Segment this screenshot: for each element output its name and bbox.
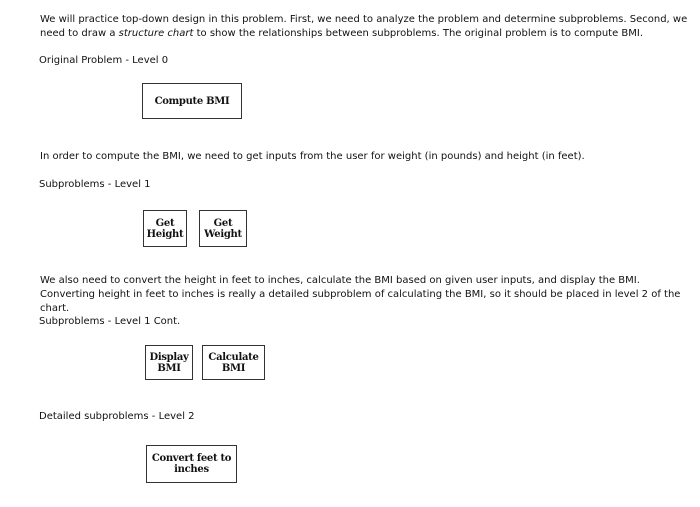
inputs-paragraph: In order to compute the BMI, we need to get inputs from the user for weight (in pounds) and height (in feet). xyxy=(40,151,585,162)
display-bmi-box xyxy=(145,345,193,380)
convert-feet-line2: inches xyxy=(174,464,209,475)
intro-paragraph xyxy=(40,13,696,41)
display-bmi-line2: BMI xyxy=(157,362,181,374)
calculate-bmi-line2: BMI xyxy=(221,362,246,374)
convert-feet-line1: Convert feet to xyxy=(151,453,232,464)
calculate-bmi-box xyxy=(202,345,265,380)
intro-text-2: to show the relationships between subproblems. The original problem is to compute BMI. xyxy=(193,28,644,39)
compute-bmi-text: Compute BMI xyxy=(154,95,230,107)
level1-label: Subproblems - Level 1 xyxy=(39,179,151,190)
display-bmi-line1: Display xyxy=(149,351,189,363)
level0-label: Original Problem - Level 0 xyxy=(39,55,169,66)
level1-cont-label: Subproblems - Level 1 Cont. xyxy=(39,316,181,327)
convert-feet-box xyxy=(146,445,237,483)
level2-label: Detailed subproblems - Level 2 xyxy=(39,411,195,422)
intro-text-1: We will practice top-down design in this problem. First, we need to analyze the problem and determine subproblems. Second, we need to draw a xyxy=(40,14,688,39)
get-weight-box xyxy=(199,210,247,247)
get-height-line2: Height xyxy=(146,228,184,240)
get-weight-line1: Get xyxy=(213,217,233,229)
convert-paragraph: We also need to convert the height in feet to inches, calculate the BMI based on given user inputs, and display the BMI. Converting height in feet to inches is really a detailed subproblem of calculating the BMI, so it should be placed in level 2 of the chart. xyxy=(40,275,681,314)
calculate-bmi-line1: Calculate xyxy=(208,351,259,363)
get-height-box xyxy=(143,210,187,247)
get-weight-line2: Weight xyxy=(204,228,242,240)
intro-emphasis: structure chart xyxy=(118,28,194,39)
compute-bmi-box xyxy=(142,83,242,119)
get-height-line1: Get xyxy=(155,217,175,229)
